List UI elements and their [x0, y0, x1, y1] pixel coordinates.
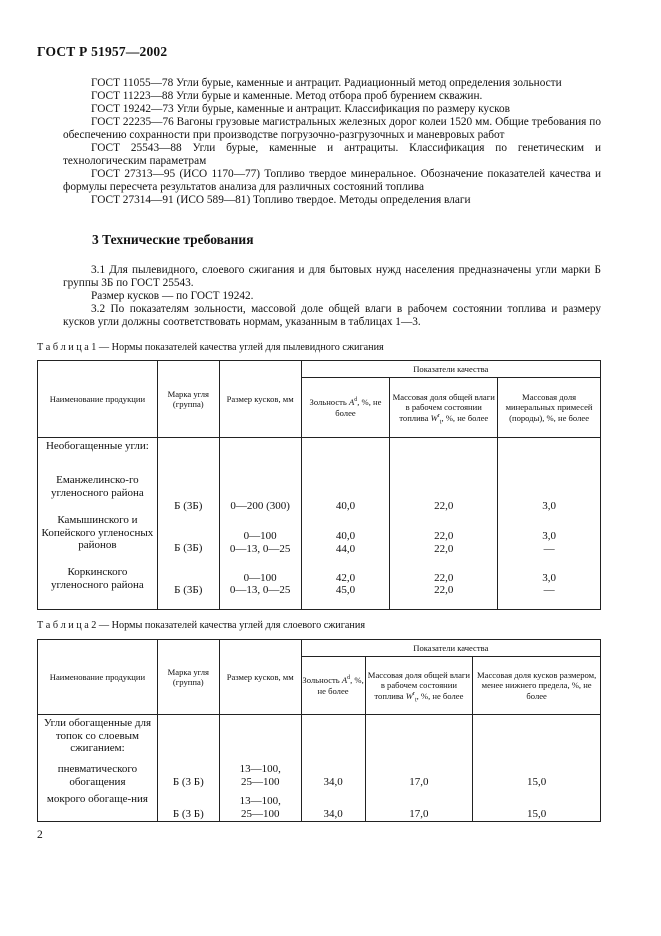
reference-item: ГОСТ 27313—95 (ИСО 1170—77) Топливо твердое минеральное. Обозначение показателей качества и формулы пересчета результатов анализа для различных состояний топлива	[63, 168, 601, 193]
table2-header-mark: Марка угля (группа)	[157, 640, 219, 715]
rock-value: 3,0	[542, 500, 556, 512]
table1-caption: Т а б л и ц а 1 — Нормы показателей качества углей для пылевидного сжигания	[37, 342, 384, 353]
ash-value: 42,0	[335, 571, 356, 584]
normative-references	[63, 77, 601, 207]
table1	[37, 360, 601, 610]
table1-header-rock: Массовая доля минеральных примесей (породы), %, не более	[498, 378, 601, 438]
reference-item: ГОСТ 19242—73 Угли бурые, каменные и антрацит. Классификация по размеру кусков	[91, 103, 510, 115]
reference-item: ГОСТ 11223—88 Угли бурые и каменные. Метод отбора проб бурением скважин.	[91, 90, 483, 102]
product-name: мокрого обогаще-ния	[46, 793, 148, 805]
table2-header-size: Размер кусков, мм	[219, 640, 301, 715]
product-name: пневматического обогащения	[57, 763, 138, 788]
ash-value: 40,0	[335, 530, 356, 542]
reference-item: ГОСТ 27314—91 (ИСО 589—81) Топливо твердое. Методы определения влаги	[91, 194, 471, 206]
table2-header-fines: Массовая доля кусков размером, менее нижнего предела, %, не более	[473, 657, 601, 715]
table1-header-product: Наименование продукции	[38, 361, 158, 438]
mark-value: Б (3Б)	[174, 500, 203, 512]
moisture-value: 22,0	[434, 571, 454, 584]
size-value: 0—100	[243, 530, 277, 542]
moisture-value: 17,0	[409, 808, 429, 820]
ash-value: 34,0	[323, 776, 343, 788]
mark-value: Б (3Б)	[174, 542, 203, 554]
table2-header-ash: Зольность $A^d$, %, не более	[301, 657, 365, 715]
reference-item: ГОСТ 22235—76 Вагоны грузовые магистральных железных дорог колеи 1520 мм. Общие требования по обеспечению сохранности при производстве погрузочно-разгрузочных и маневровых работ	[63, 116, 601, 141]
moisture-value: 22,0	[434, 500, 454, 512]
table2-header-quality: Показатели качества	[301, 640, 600, 657]
table1-header-ash: Зольность $A^d$, %, не более	[301, 378, 390, 438]
requirements-text	[63, 264, 601, 329]
ash-value: 34,0	[323, 808, 343, 820]
table1-header-quality: Показатели качества	[301, 361, 600, 378]
rock-value: —	[543, 542, 555, 555]
table1-header-size: Размер кусков, мм	[219, 361, 301, 438]
fines-value: 15,0	[527, 776, 547, 788]
table2-header-moisture: Массовая доля общей влаги в рабочем состоянии топлива $W^r_t$, %, не более	[365, 657, 473, 715]
mark-value: Б (3 Б)	[172, 808, 204, 820]
size-value: 0—100	[243, 571, 277, 584]
fines-value: 15,0	[527, 808, 547, 820]
mark-value: Б (3Б)	[174, 584, 203, 596]
product-name: Угли обогащенные для топок со слоевым сжиганием:	[43, 717, 152, 755]
document-header: ГОСТ Р 51957—2002	[37, 44, 168, 59]
moisture-value: 22,0	[434, 530, 454, 542]
paragraph: 3.1 Для пылевидного, слоевого сжигания и для бытовых нужд населения предназначены угли марки Б группы 3Б по ГОСТ 25543.	[63, 264, 601, 289]
page-number: 2	[37, 829, 43, 841]
mark-value: Б (3 Б)	[172, 776, 204, 788]
ash-value: 40,0	[335, 500, 356, 512]
table1-header-moisture: Массовая доля общей влаги в рабочем состоянии топлива $W^r_t$, %, не более	[390, 378, 498, 438]
product-name: Необогащенные угли:	[45, 440, 149, 452]
ash-value: 45,0	[335, 584, 356, 597]
reference-item: ГОСТ 25543—88 Угли бурые, каменные и антрациты. Классификация по генетическим и технологическим параметрам	[63, 142, 601, 167]
size-value: 13—100, 25—100	[239, 763, 281, 788]
table-row	[38, 715, 601, 822]
size-value: 13—100, 25—100	[239, 795, 281, 820]
table-row	[38, 438, 601, 610]
paragraph: Размер кусков — по ГОСТ 19242.	[91, 290, 254, 302]
product-name: Еманжелинско-го угленосного района	[51, 474, 144, 499]
ash-value: 44,0	[335, 542, 356, 555]
table1-header-mark: Марка угля (группа)	[157, 361, 219, 438]
rock-value: —	[543, 584, 555, 597]
moisture-value: 22,0	[434, 584, 454, 597]
section-title: 3 Технические требования	[92, 232, 254, 247]
rock-value: 3,0	[542, 530, 556, 542]
reference-item: ГОСТ 11055—78 Угли бурые, каменные и антрацит. Радиационный метод определения зольности	[91, 77, 562, 89]
size-value: 0—13, 0—25	[229, 542, 291, 555]
product-name: Камышинского и Копейского угленосных районов	[41, 514, 154, 552]
paragraph: 3.2 По показателям зольности, массовой доле общей влаги в рабочем состоянии топлива и размеру кусков угли должны соответствовать нормам, указанным в таблицах 1—3.	[63, 303, 601, 328]
size-value: 0—13, 0—25	[229, 584, 291, 597]
moisture-value: 22,0	[434, 542, 454, 555]
table2-header-product: Наименование продукции	[38, 640, 158, 715]
product-name: Коркинского угленосного района	[51, 566, 144, 591]
size-value: 0—200 (300)	[230, 500, 290, 512]
table2-caption: Т а б л и ц а 2 — Нормы показателей качества углей для слоевого сжигания	[37, 620, 366, 631]
moisture-value: 17,0	[409, 776, 429, 788]
table2	[37, 639, 601, 822]
rock-value: 3,0	[542, 571, 556, 584]
